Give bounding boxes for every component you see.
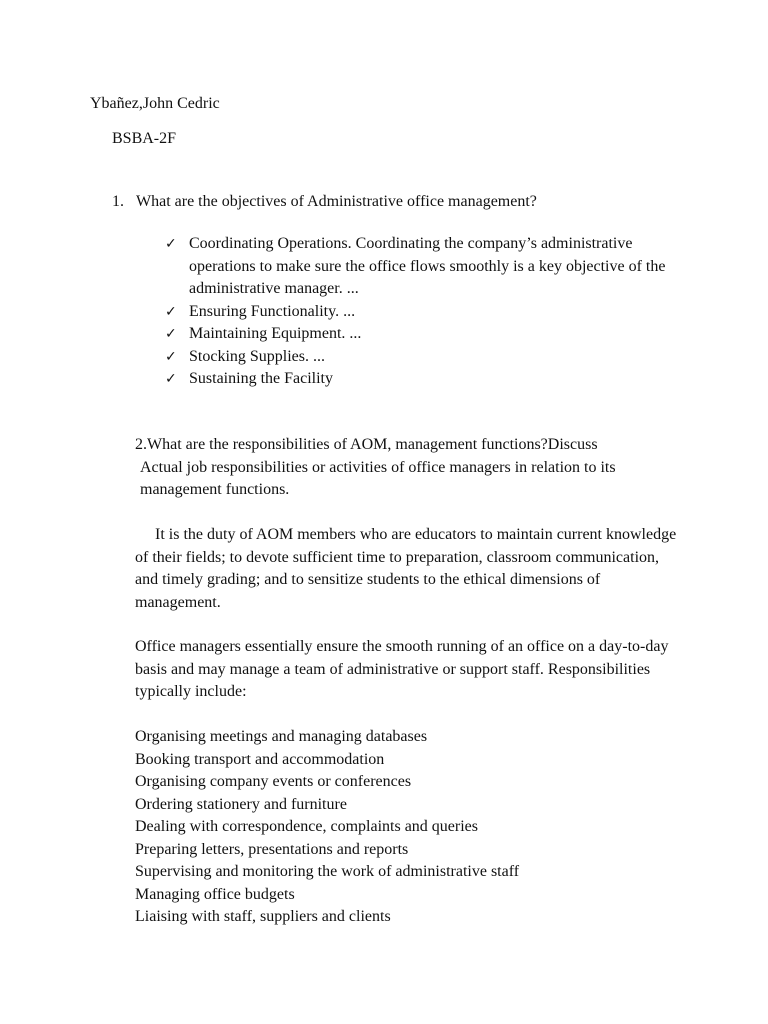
checklist-item [165,233,685,301]
objectives-checklist [165,233,685,391]
list-item: Managing office budgets [135,885,295,903]
checklist-item [165,346,685,369]
checklist-item-text: Stocking Supplies. ... [189,347,326,365]
checklist-item [165,368,685,391]
check-mark-icon: ✓ [165,348,177,365]
list-item: Organising meetings and managing databases [135,728,428,745]
check-mark-icon: ✓ [165,236,177,252]
paragraph-aom-duty: It is the duty of AOM members who are educators to maintain current knowledge of their fields; to devote sufficient time to preparation, classroom communication, and timely grading; and to sensitize students to the ethical dimensions of management. [135,526,677,611]
checklist-item-text: Coordinating Operations. Coordinating the company’s administrative operations to make sure the office flows smoothly is a key objective of the administrative manager. ... [189,235,666,297]
responsibilities-list [135,726,519,929]
paragraph-office-managers: Office managers essentially ensure the smooth running of an office on a day-to-day basis and may manage a team of administrative or support staff. Responsibilities typically include: [135,638,669,700]
question-2 [135,434,695,502]
checklist-item-text: Ensuring Functionality. ... [189,302,356,320]
list-item: Ordering stationery and furniture [135,795,347,813]
check-mark-icon: ✓ [165,326,177,342]
check-mark-icon: ✓ [165,371,177,387]
class-section: BSBA-2F [112,130,177,147]
question-2-line-1: 2.What are the responsibilities of AOM, management functions?Discuss [135,436,598,453]
author-name: Ybañez,John Cedric [90,95,220,112]
question-2-line-2: Actual job responsibilities or activities of office managers in relation to its management functions. [140,458,616,498]
checklist-item [165,323,685,346]
checklist-item-text: Maintaining Equipment. ... [189,325,362,342]
question-1-text: What are the objectives of Administrative office management? [136,193,537,210]
list-item: Booking transport and accommodation [135,750,385,768]
question-1-number: 1. [112,193,124,210]
list-item: Dealing with correspondence, complaints and queries [135,818,478,835]
checklist-item [165,301,685,324]
list-item: Preparing letters, presentations and reports [135,840,409,858]
list-item: Liaising with staff, suppliers and clients [135,908,391,925]
checklist-item-text: Sustaining the Facility [189,370,333,387]
question-1 [112,191,537,214]
list-item: Supervising and monitoring the work of administrative staff [135,863,520,880]
check-mark-icon: ✓ [165,303,177,320]
list-item: Organising company events or conferences [135,773,412,790]
